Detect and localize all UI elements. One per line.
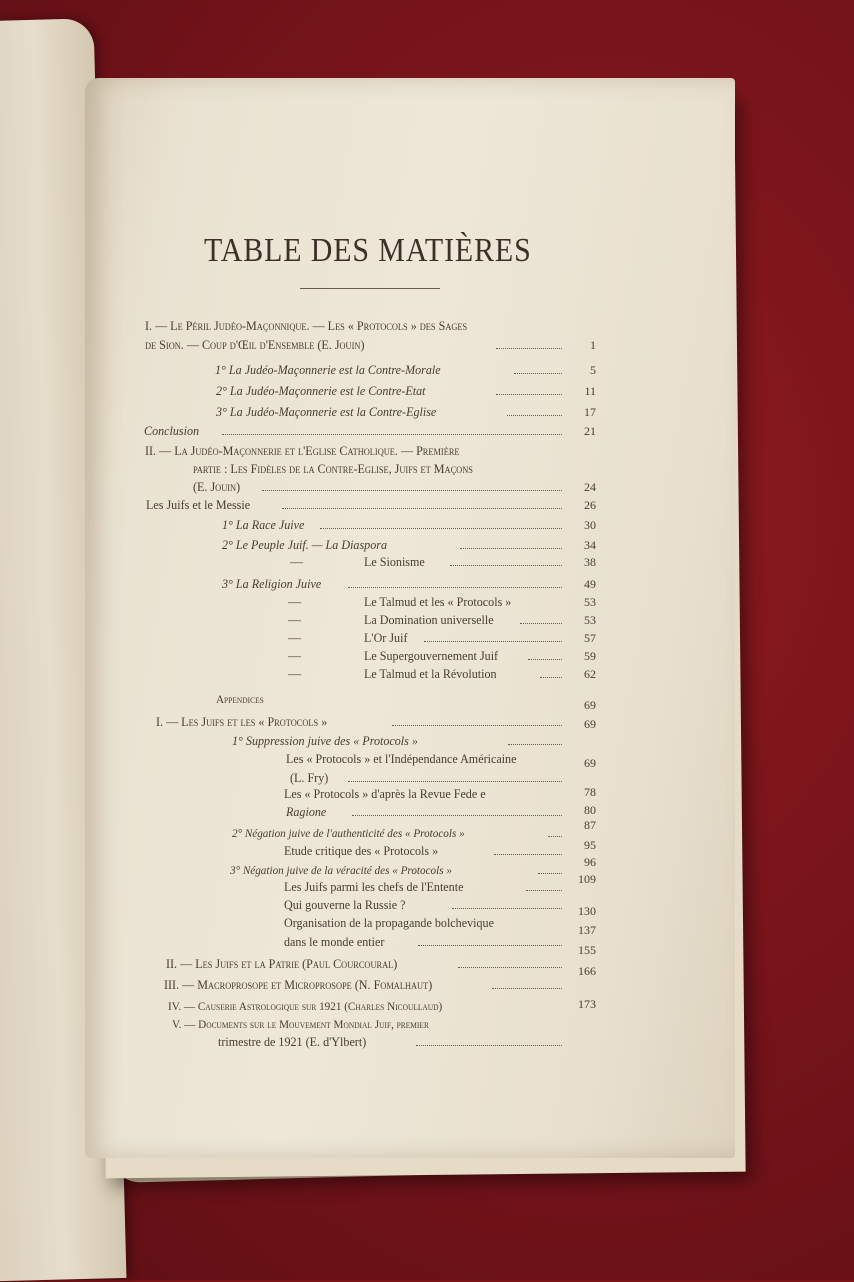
dot-leader [348,587,562,588]
page-number: 69 [584,698,596,712]
page-number: 109 [578,872,596,886]
page-number: 166 [578,964,596,978]
toc-entry: 1° La Judéo-Maçonnerie est la Contre-Morale [215,362,441,377]
toc-entry: Etude critique des « Protocols » [284,843,439,858]
section-heading: Appendices [216,692,264,706]
toc-entry: Le Talmud et la Révolution [364,666,497,681]
dot-leader [514,373,562,374]
dot-leader [520,623,562,624]
page-number: 21 [584,424,596,438]
page-number: 24 [584,480,596,494]
ditto-dash: — [290,554,303,569]
page-number: 96 [584,855,596,869]
page-number: 62 [584,667,596,681]
page-number: 130 [578,904,596,918]
page-number: 53 [584,595,596,609]
toc-entry: dans le monde entier [284,934,385,949]
page-number: 5 [590,363,596,377]
dot-leader [352,815,562,816]
toc-entry: de Sion. — Coup d'Œil d'Ensemble (E. Jouin) [145,337,365,352]
toc-entry: 1° Suppression juive des « Protocols » [232,733,418,748]
page-number: 137 [578,923,596,937]
toc-entry: 1° La Race Juive [222,517,305,532]
page-number: 26 [584,498,596,512]
page-number: 1 [590,338,596,352]
toc-entry: Ragione [286,804,327,819]
page-number: 30 [584,518,596,532]
dot-leader [507,415,562,416]
page-number: 49 [584,577,596,591]
dot-leader [540,677,562,678]
toc-entry: Le Sionisme [364,554,425,569]
toc-entry: I. — Les Juifs et les « Protocols » [156,714,328,729]
dot-leader [416,1045,562,1046]
dot-leader [496,394,562,395]
dot-leader [452,908,562,909]
dot-leader [548,836,562,837]
dot-leader [492,988,562,989]
page-number: 69 [584,756,596,770]
toc-entry: Les Juifs et le Messie [146,497,251,512]
toc-entry: 3° Négation juive de la véracité des « Protocols » [230,863,452,877]
dot-leader [348,781,562,782]
toc-entry: trimestre de 1921 (E. d'Ylbert) [218,1034,367,1049]
toc-entry: II. — La Judéo-Maçonnerie et l'Eglise Catholique. — Première [145,443,460,458]
toc-entry: 2° Le Peuple Juif. — La Diaspora [222,537,388,552]
toc-entry: III. — Macroprosope et Microprosope (N. Fomalhaut) [164,977,433,992]
page-number: 17 [584,405,596,419]
toc-entry: (L. Fry) [290,770,329,785]
page-number: 34 [584,538,596,552]
ditto-dash: — [288,612,301,627]
toc-entry: Qui gouverne la Russie ? [284,897,406,912]
dot-leader [508,744,562,745]
dot-leader [222,434,562,435]
dot-leader [528,659,562,660]
page-number: 69 [584,717,596,731]
toc-entry: L'Or Juif [364,630,408,645]
toc-entry: I. — Le Péril Judéo-Maçonnique. — Les « Protocols » des Sages [145,318,468,333]
toc-entry: V. — Documents sur le Mouvement Mondial Juif, premier [172,1017,429,1031]
dot-leader [458,967,562,968]
toc-entry: Les Juifs parmi les chefs de l'Entente [284,879,464,894]
page-number: 155 [578,943,596,957]
dot-leader [262,490,562,491]
dot-leader [282,508,562,509]
toc-entry: La Domination universelle [364,612,494,627]
ditto-dash: — [288,648,301,663]
ditto-dash: — [288,666,301,681]
dot-leader [460,548,562,549]
dot-leader [496,348,562,349]
dot-leader [424,641,562,642]
dot-leader [320,528,562,529]
dot-leader [494,854,562,855]
page-number: 95 [584,838,596,852]
page-number: 87 [584,818,596,832]
toc-entry: IV. — Causerie Astrologique sur 1921 (Charles Nicoullaud) [168,999,443,1013]
toc-entry: II. — Les Juifs et la Patrie (Paul Courcoural) [166,956,398,971]
toc-entry: Conclusion [144,423,200,438]
dot-leader [392,725,562,726]
toc-entry: 2° Négation juive de l'authenticité des « Protocols » [232,826,465,840]
toc-entry: Les « Protocols » d'après la Revue Fede e [284,786,486,801]
dot-leader [450,565,562,566]
page-number: 38 [584,555,596,569]
dot-leader [418,945,562,946]
dot-leader [538,873,562,874]
toc-entry: (E. Jouin) [193,479,241,494]
page-number: 11 [584,384,596,398]
ditto-dash: — [288,630,301,645]
page-number: 80 [584,803,596,817]
page-number: 57 [584,631,596,645]
page-title: TABLE DES MATIÈRES [204,232,532,269]
page-number: 78 [584,785,596,799]
page-number: 173 [578,997,596,1011]
toc-entry: 3° La Judéo-Maçonnerie est la Contre-Eglise [216,404,437,419]
page-number: 53 [584,613,596,627]
dot-leader [526,890,562,891]
ditto-dash: — [288,594,301,609]
toc-entry: Le Talmud et les « Protocols » [364,594,512,609]
toc-entry: Les « Protocols » et l'Indépendance Américaine [286,751,517,766]
toc-entry: Organisation de la propagande bolchevique [284,915,494,930]
toc-entry: Le Supergouvernement Juif [364,648,499,663]
toc-entry: 2° La Judéo-Maçonnerie est le Contre-Etat [216,383,426,398]
title-rule [300,288,440,289]
toc-entry: partie : Les Fidèles de la Contre-Eglise, Juifs et Maçons [193,461,473,476]
page-number: 59 [584,649,596,663]
toc-entry: 3° La Religion Juive [222,576,322,591]
